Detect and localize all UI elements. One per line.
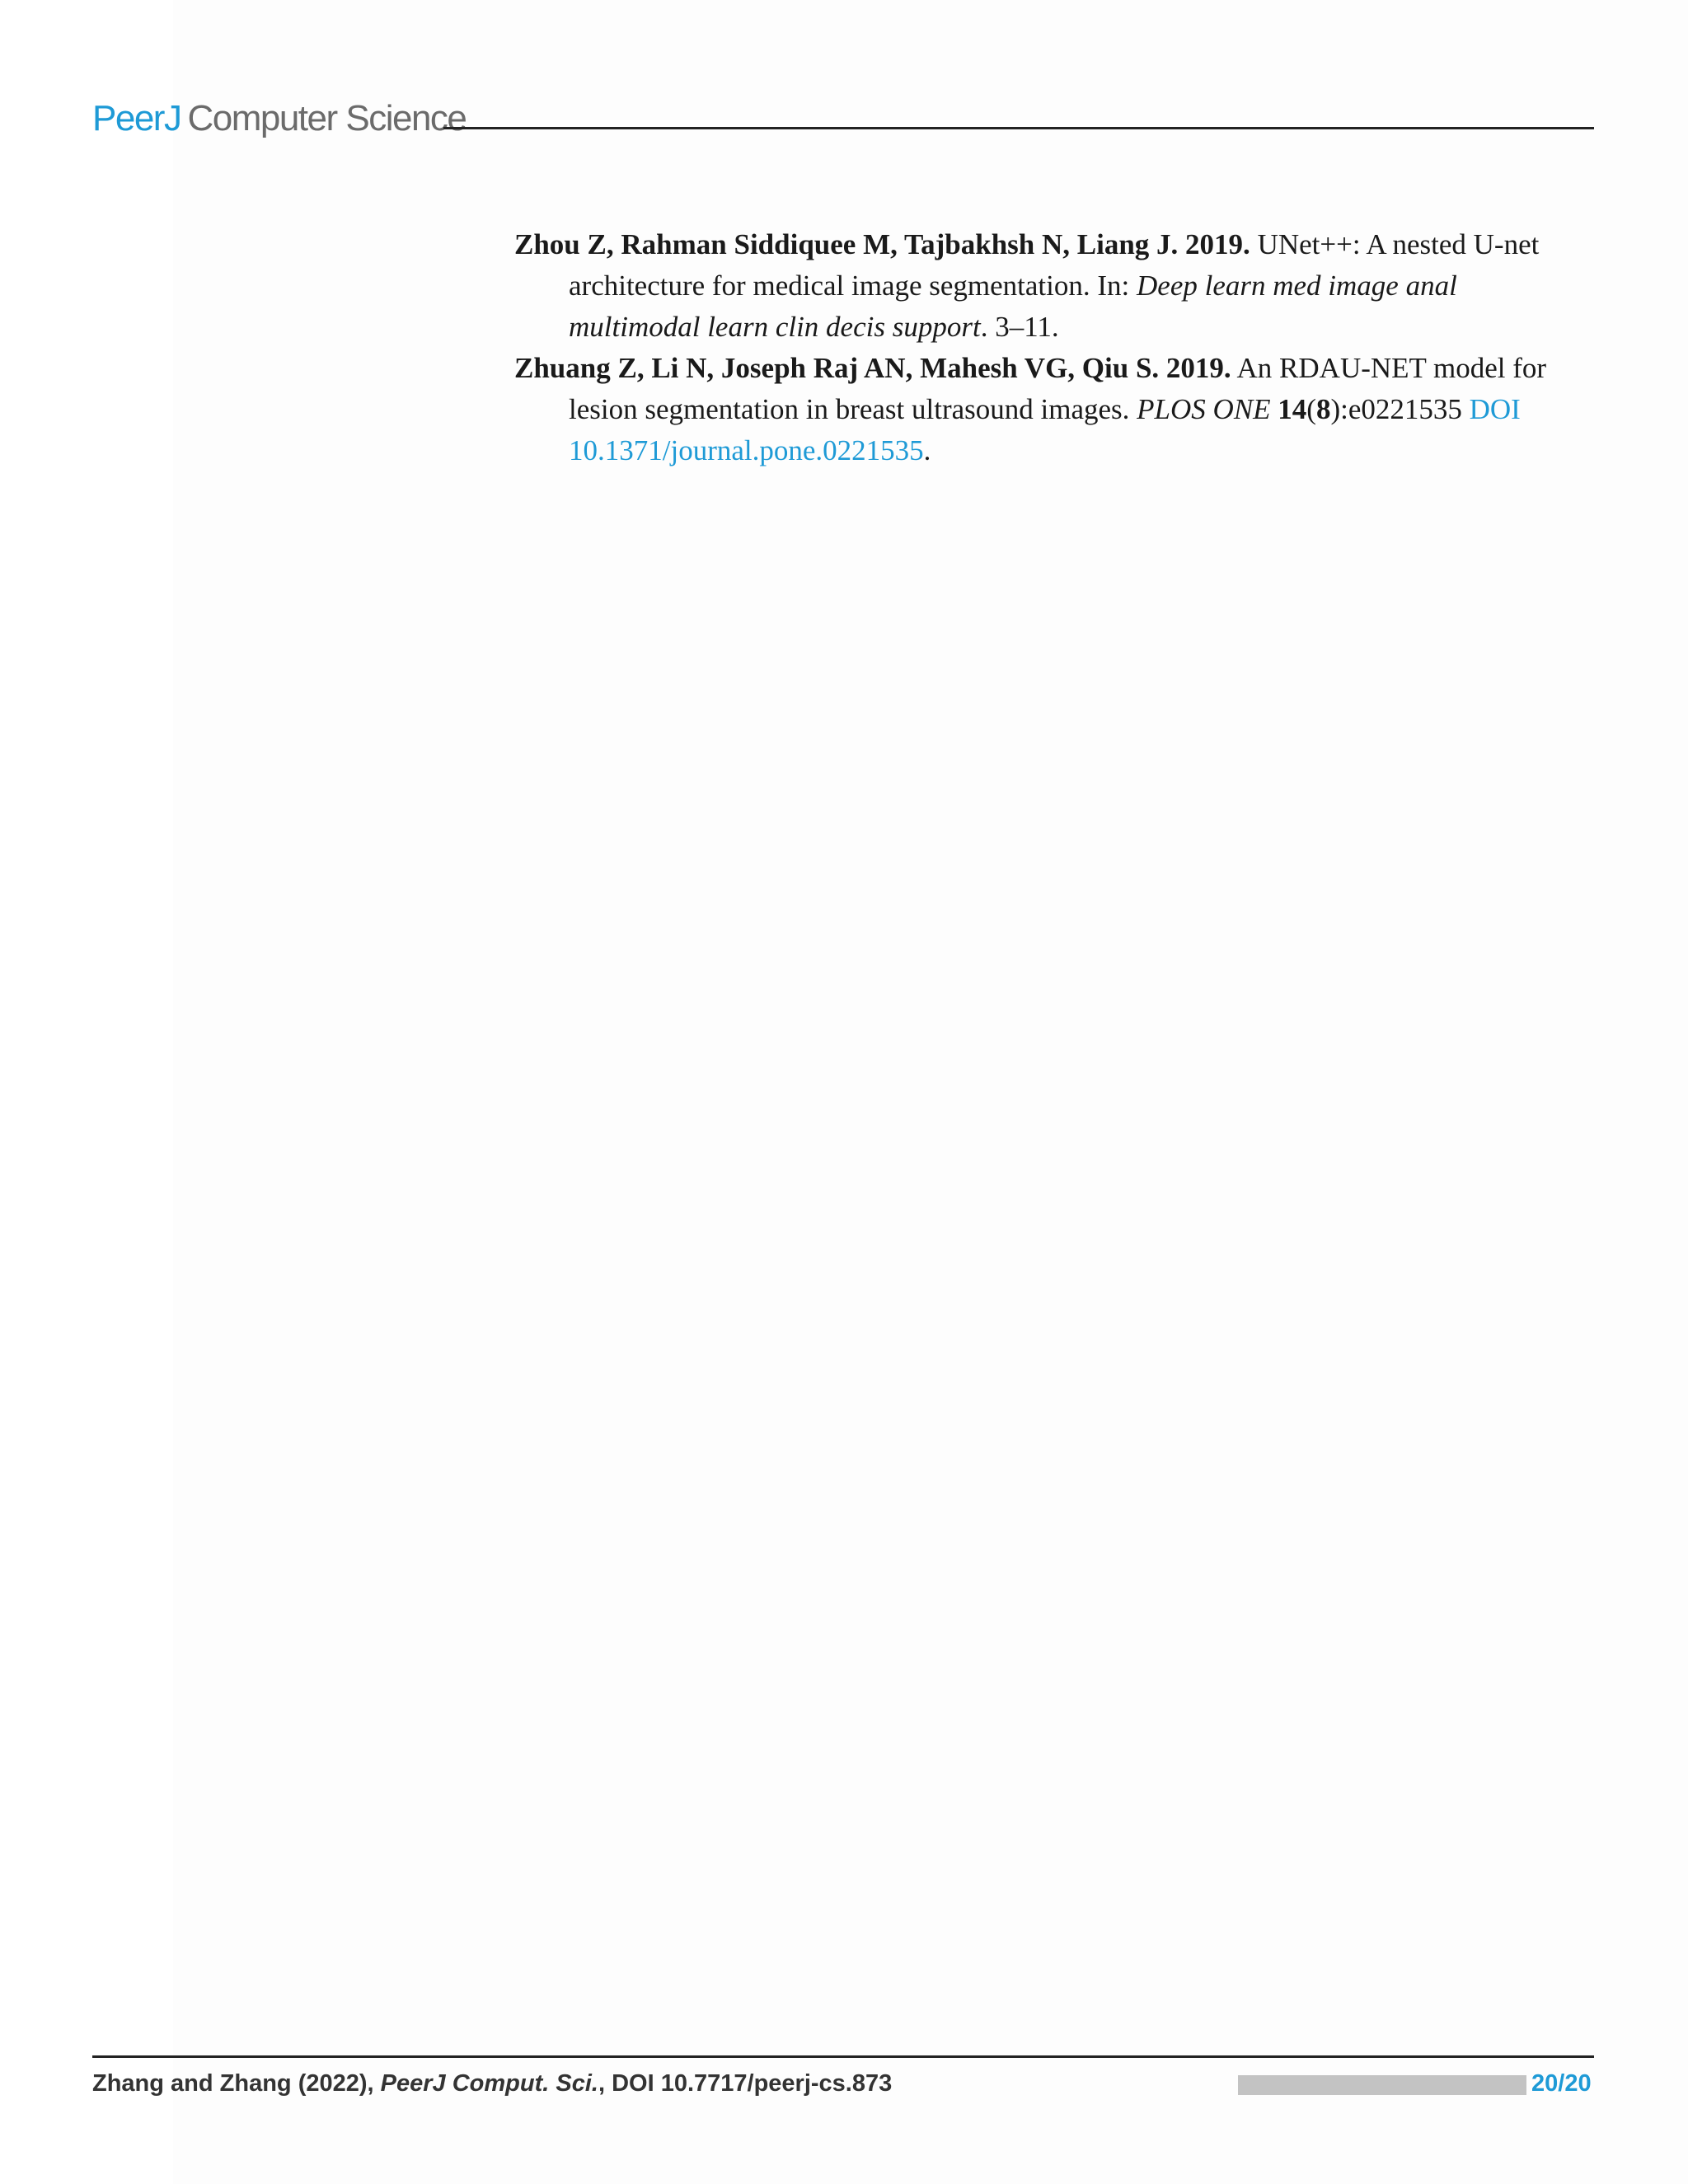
logo-section: Computer Science [187,98,467,138]
page-header [92,97,1594,147]
reference-item [514,224,1553,348]
reference-journal: PLOS ONE [1137,393,1271,425]
footer-doi: , DOI 10.7717/peerj-cs.873 [598,2070,893,2097]
reference-pages: . 3–11. [980,311,1059,343]
reference-list [514,224,1553,471]
page-number: 20/20 [1531,2070,1592,2097]
footer-authors: Zhang and Zhang (2022), [92,2070,381,2097]
journal-logo [92,98,467,138]
reference-issue-open: ( [1306,393,1316,425]
footer-journal: PeerJ Comput. Sci. [380,2070,598,2097]
reference-title: An RDAU-NET model for lesion segmentation in breast ultrasound images. [569,352,1547,425]
logo-peer: Peer [92,98,164,138]
reference-doi-link[interactable]: DOI 10.1371/journal.pone.0221535 [569,393,1521,466]
footer-rule [92,2055,1594,2058]
footer-citation [92,2070,892,2097]
reference-item [514,348,1553,471]
reference-end: . [923,434,931,466]
reference-authors: Zhuang Z, Li N, Joseph Raj AN, Mahesh VG, Qiu S. 2019. [514,352,1231,384]
header-rule [443,127,1594,129]
logo-j: J [163,98,181,138]
reference-authors: Zhou Z, Rahman Siddiquee M, Tajbakhsh N, Liang J. 2019. [514,228,1250,260]
reference-title: UNet++: A nested U-net architecture for medical image segmentation. In: [569,228,1540,302]
reference-issue-close: ):e0221535 [1330,393,1462,425]
reference-volume: 14 [1278,393,1307,425]
reference-source: Deep learn med image anal multimodal learn clin decis support [569,269,1457,343]
page-progress-bar [1238,2075,1526,2095]
reference-issue: 8 [1315,393,1331,425]
